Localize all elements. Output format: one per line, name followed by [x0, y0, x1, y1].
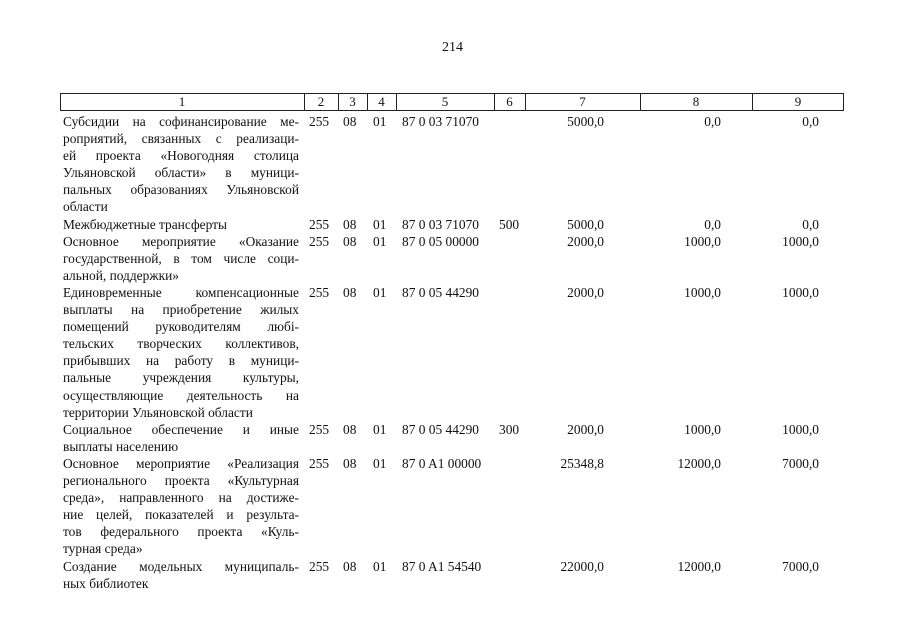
header-col-6: 6 [506, 94, 513, 109]
col-9-cell: 1000,0 [782, 233, 819, 249]
col-2-cell: 255 [309, 114, 330, 129]
col-9-cell: 7000,0 [782, 456, 819, 471]
col-5-cell: 87 0 03 71070 [402, 114, 479, 129]
col-3-cell: 08 [343, 233, 357, 249]
col-4-cell: 01 [373, 421, 387, 437]
description-line: области [63, 199, 108, 215]
col-8-cell: 0,0 [704, 216, 721, 232]
col-7-cell: 2000,0 [567, 285, 604, 300]
description-line: турная среда» [63, 541, 143, 557]
col-4-cell: 01 [373, 285, 387, 300]
row-description [63, 113, 299, 216]
col-2-cell: 255 [309, 456, 330, 471]
col-6-cell: 300 [499, 421, 520, 437]
description-line: регионального проекта «Культурная [63, 473, 299, 489]
col-2-cell: 255 [309, 558, 330, 574]
col-4-cell: 01 [373, 456, 387, 471]
col-7-cell: 25348,8 [560, 456, 604, 471]
col-9-cell: 1000,0 [782, 421, 819, 437]
description-line: территории Ульяновской области [63, 404, 253, 420]
col-4-cell: 01 [373, 114, 387, 129]
col-9-cell: 7000,0 [782, 558, 819, 574]
row-description [63, 421, 299, 455]
header-col-4: 4 [378, 94, 385, 109]
header-col-1: 1 [178, 94, 186, 109]
col-8-cell: 1000,0 [684, 421, 721, 437]
col-2-cell: 255 [309, 285, 330, 300]
description-line: прибывших на работу в муници- [63, 353, 299, 369]
col-8-cell: 1000,0 [684, 285, 721, 300]
col-3-cell: 08 [343, 558, 357, 574]
col-2-cell: 255 [309, 216, 330, 232]
description-line: государственной, в том числе соци- [63, 250, 299, 266]
col-2-cell: 255 [309, 233, 330, 249]
col-4-cell: 01 [373, 558, 387, 574]
col-8-cell: 0,0 [704, 114, 721, 129]
description-line: ных библиотек [63, 575, 149, 591]
col-6-cell: 500 [499, 216, 520, 232]
description-line: пальных образованиях Ульяновской [63, 182, 299, 198]
description-line: ей проекта «Новогодняя столица [63, 148, 299, 164]
description-line: Субсидии на софинансирование ме- [63, 114, 299, 129]
description-line: альной, поддержки» [63, 267, 179, 283]
header-col-5: 5 [441, 94, 449, 109]
col-4-cell: 01 [373, 233, 387, 249]
col-5-cell: 87 0 03 71070 [402, 216, 479, 232]
col-4-cell: 01 [373, 216, 387, 232]
col-8-cell: 1000,0 [684, 233, 721, 249]
description-line: Основное мероприятие «Реализация [63, 456, 299, 471]
col-3-cell: 08 [343, 114, 357, 129]
col-3-cell: 08 [343, 456, 357, 471]
description-line: помещений руководителям любі- [63, 319, 299, 335]
description-line: Социальное обеспечение и иные [63, 421, 299, 437]
description-line: пальные учреждения культуры, [63, 370, 299, 386]
row-description [63, 233, 299, 284]
description-line: Ульяновской области» в муници- [63, 165, 299, 181]
row-description [63, 455, 299, 558]
col-5-cell: 87 0 A1 54540 [402, 558, 482, 574]
header-col-9: 9 [794, 94, 802, 109]
header-col-2: 2 [317, 94, 325, 109]
col-7-cell: 22000,0 [560, 558, 604, 574]
header-col-7: 7 [579, 94, 586, 109]
row-description [63, 558, 299, 592]
description-line: выплаты населению [63, 438, 179, 454]
header-col-3: 3 [349, 94, 356, 109]
col-9-cell: 0,0 [802, 114, 819, 129]
col-7-cell: 5000,0 [567, 216, 604, 232]
description-line: тов федерального проекта «Куль- [63, 524, 299, 540]
col-7-cell: 5000,0 [567, 114, 604, 129]
page-number: 214 [442, 40, 463, 55]
header-col-8: 8 [692, 94, 700, 109]
description-line: Межбюджетные трансферты [63, 216, 227, 232]
col-9-cell: 0,0 [802, 216, 819, 232]
description-line: тельских творческих коллективов, [63, 336, 299, 352]
col-3-cell: 08 [343, 421, 357, 437]
col-3-cell: 08 [343, 285, 357, 300]
col-8-cell: 12000,0 [677, 558, 721, 574]
col-8-cell: 12000,0 [677, 456, 721, 471]
col-3-cell: 08 [343, 216, 357, 232]
description-line: ние целей, показателей и результа- [63, 507, 299, 523]
col-5-cell: 87 0 05 44290 [402, 285, 479, 300]
description-line: Основное мероприятие «Оказание [63, 233, 299, 249]
row-description [63, 216, 299, 233]
col-7-cell: 2000,0 [567, 233, 604, 249]
row-description [63, 284, 299, 421]
description-line: выплаты на приобретение жилых [63, 302, 299, 318]
description-line: среда», направленного на достиже- [63, 490, 299, 506]
col-2-cell: 255 [309, 421, 330, 437]
description-line: Единовременные компенсационные [63, 285, 299, 300]
description-line: роприятий, связанных с реализаци- [63, 131, 299, 147]
col-5-cell: 87 0 05 00000 [402, 233, 479, 249]
description-line: Создание модельных муниципаль- [63, 558, 299, 574]
col-9-cell: 1000,0 [782, 285, 819, 300]
col-5-cell: 87 0 A1 00000 [402, 456, 482, 471]
description-line: осуществляющие деятельность на [63, 387, 299, 403]
col-7-cell: 2000,0 [567, 421, 604, 437]
col-5-cell: 87 0 05 44290 [402, 421, 479, 437]
